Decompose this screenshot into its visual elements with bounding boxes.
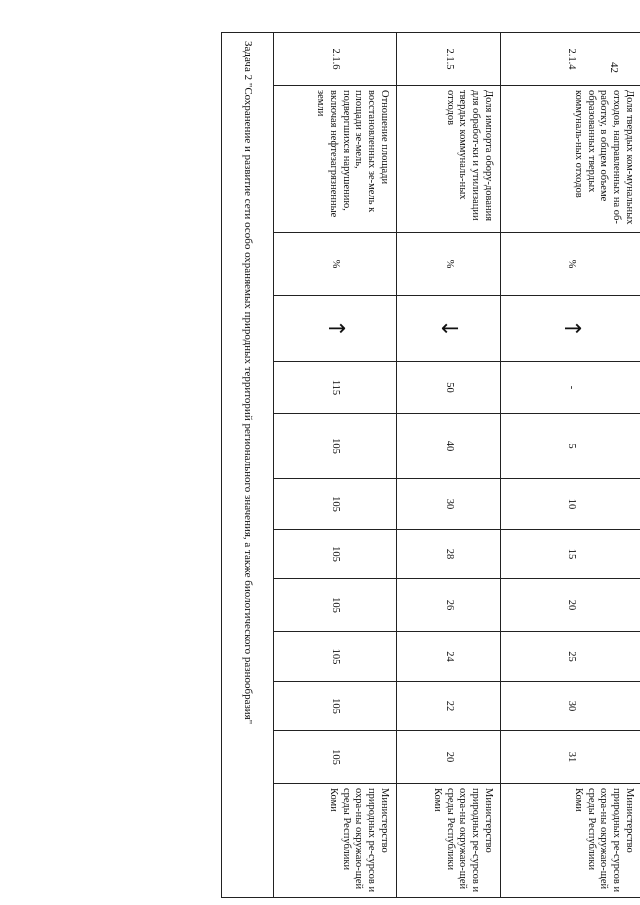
arrow-up-icon: ↑ [559,319,584,338]
value-cell: 20 [397,731,501,784]
unit-cell: % [274,233,397,296]
value-cell: 22 [397,682,501,731]
value-cell: 5 [501,414,640,479]
value-cell: 40 [397,414,501,479]
value-cell: 28 [397,530,501,579]
responsible-cell: Министерство природных ре-сурсов и охра-ны окружаю-щей среды Республики Коми [501,784,640,898]
value-cell: 105 [274,479,397,530]
value-cell: 24 [397,632,501,682]
responsible-cell: Министерство природных ре-сурсов и охра-ны окружаю-щей среды Республики Коми [274,784,397,898]
table-row [501,33,640,898]
page-number: 42 [608,62,620,73]
value-cell: 31 [501,731,640,784]
value-cell: 25 [501,632,640,682]
indicator-name: Доля твердых ком-мунальных отходов, направленных на об-работку, в общем объеме образованных твердых коммуналь-ных отходов [501,86,640,233]
value-cell: 105 [274,682,397,731]
value-cell: 15 [501,530,640,579]
indicator-name: Отношение площади восстановленных зе-мель к площади зе-мель, подвергшихся нарушению, включая нефтезагрязненные земли [274,86,397,233]
value-cell: 105 [274,731,397,784]
value-cell: 30 [397,479,501,530]
value-cell: 50 [397,362,501,414]
value-cell: 115 [274,362,397,414]
indicators-table [221,32,640,898]
table-row [274,33,397,898]
value-cell: 10 [501,479,640,530]
indicator-code: 2.1.6 [274,33,397,86]
value-cell: 105 [274,530,397,579]
trend-cell [397,296,501,362]
responsible-cell: Министерство природных ре-сурсов и охра-ны окружаю-щей среды Республики Коми [397,784,501,898]
value-cell: 20 [501,579,640,632]
value-cell: 30 [501,682,640,731]
indicator-name: Доля импорта обору-дования для обработ-ки и утилизации твердых коммуналь-ных отходов [397,86,501,233]
indicator-code: 2.1.5 [397,33,501,86]
indicators-table-rotated [62,32,640,893]
arrow-down-icon: ↓ [436,319,462,338]
value-cell: 105 [274,632,397,682]
task-heading: Задача 2 "Сохранение и развитие сети особо охраняемых природных территорий регионального значения, а также биологического разнообразия" [222,33,274,898]
table-row [397,33,501,898]
unit-cell: % [501,233,640,296]
trend-cell [274,296,397,362]
value-cell: 105 [274,579,397,632]
indicator-code: 2.1.4 [501,33,640,86]
unit-cell: % [397,233,501,296]
value-cell: 26 [397,579,501,632]
value-cell: 105 [274,414,397,479]
value-cell: - [501,362,640,414]
arrow-up-icon: ↑ [323,319,348,338]
trend-cell [501,296,640,362]
task-row [222,33,274,898]
